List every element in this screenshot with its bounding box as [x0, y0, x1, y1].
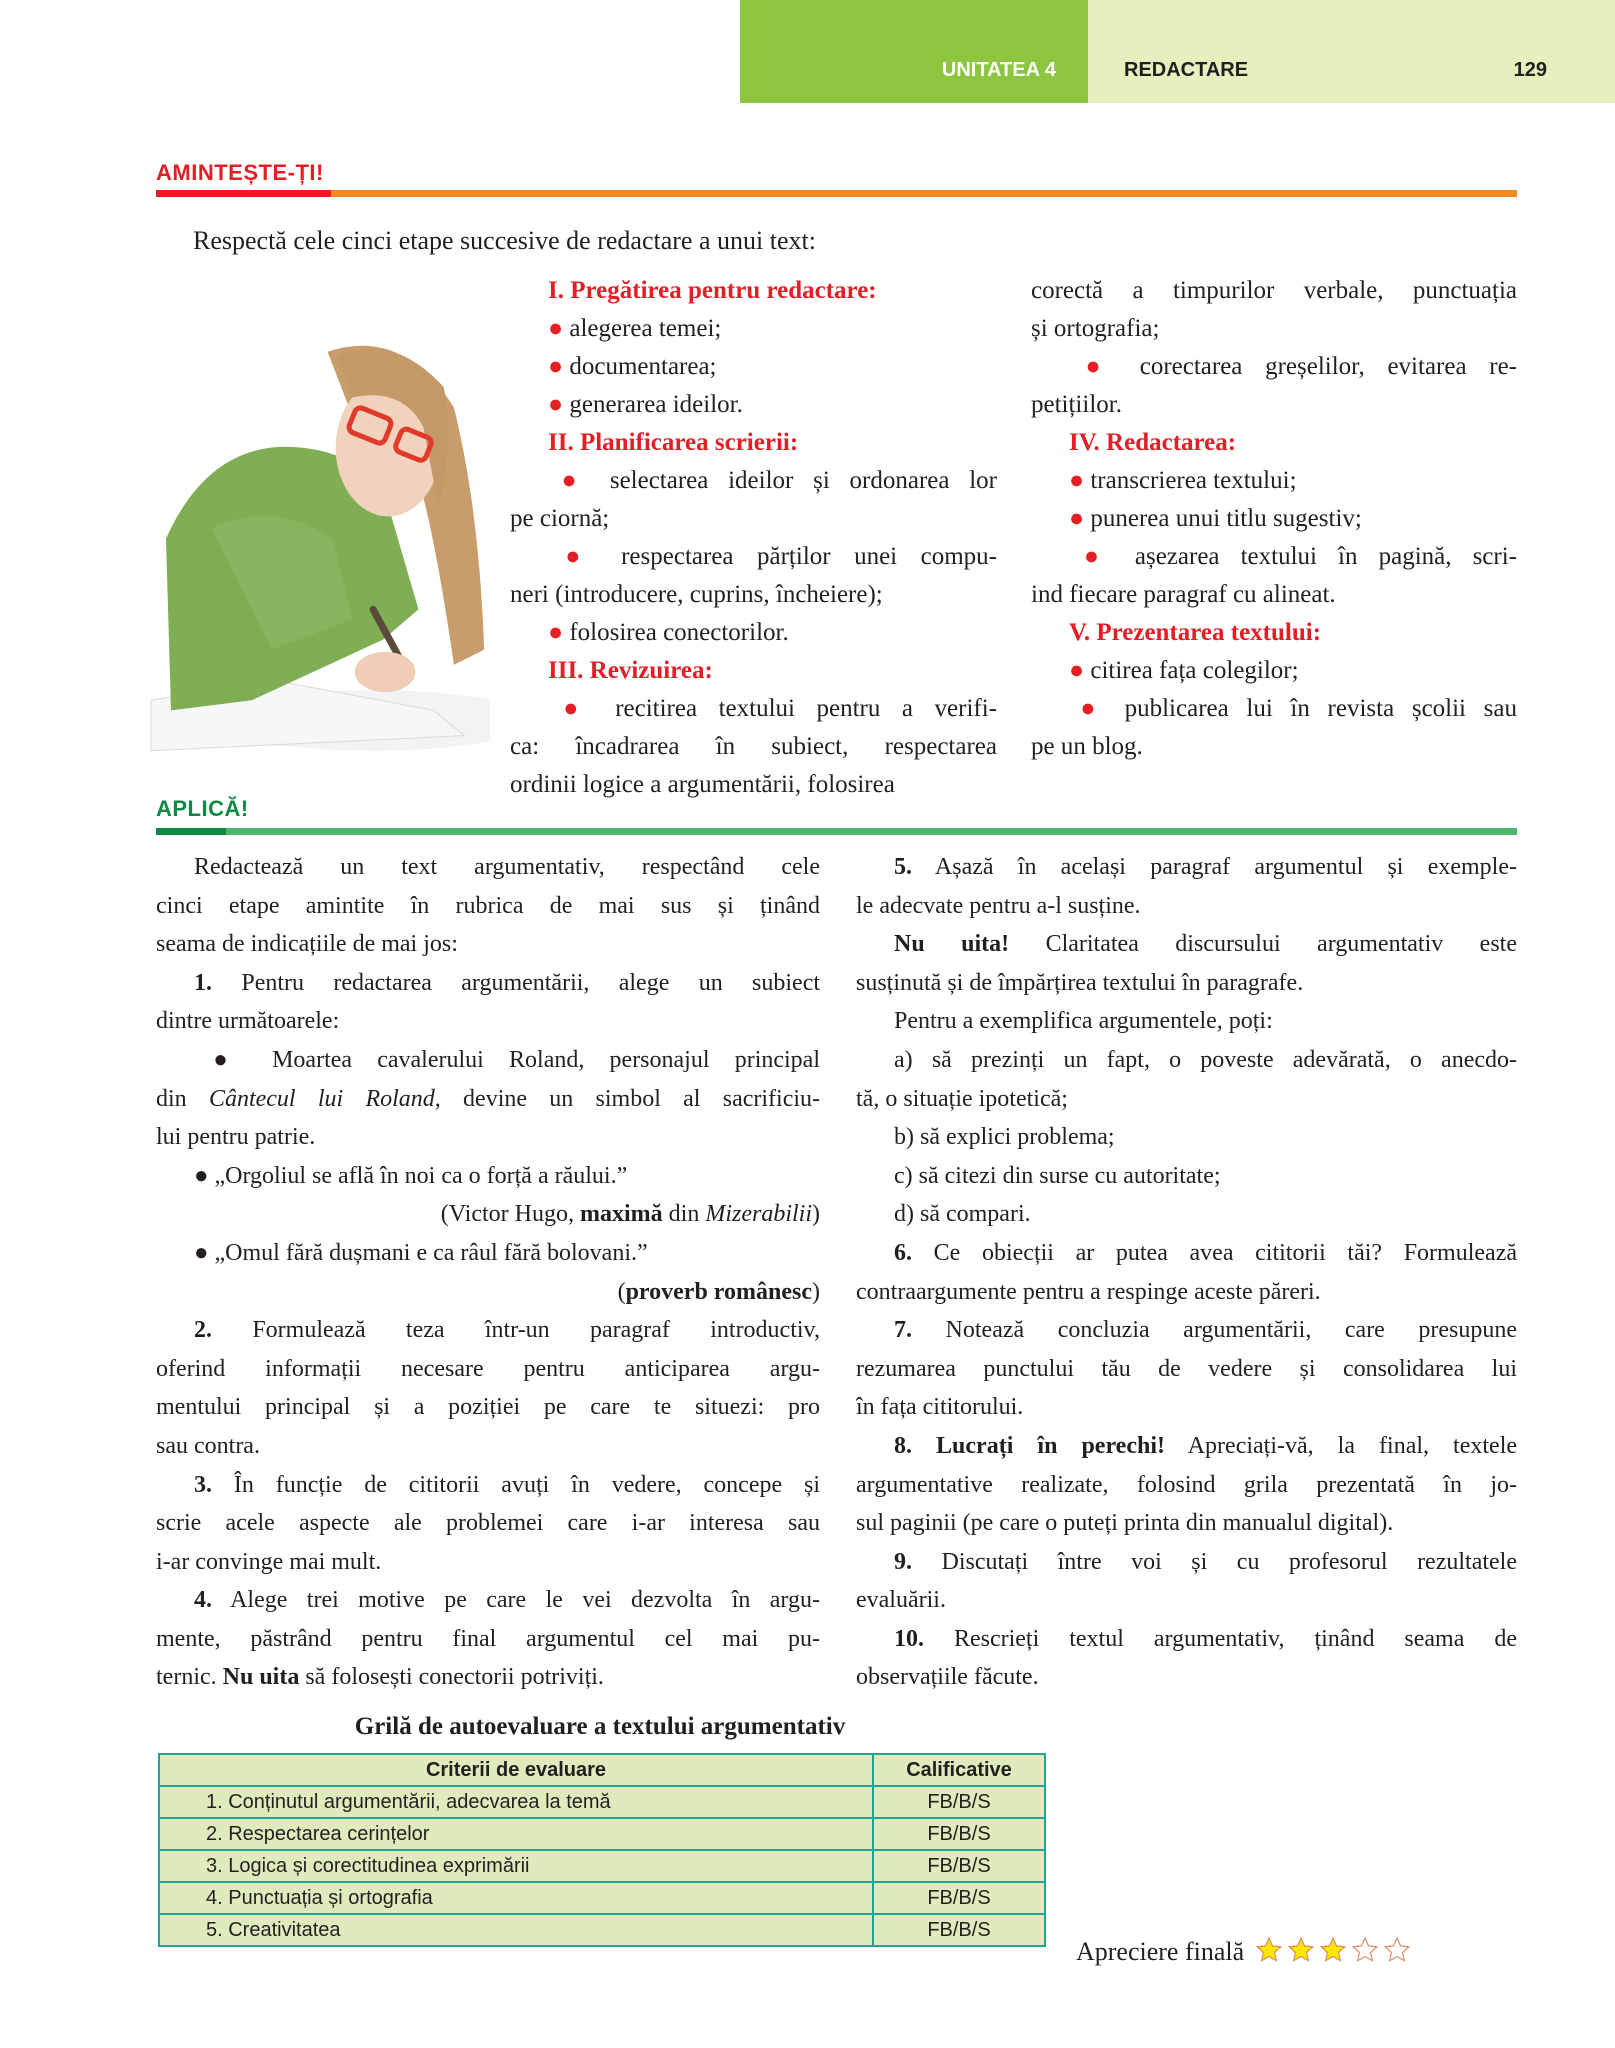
item-3: 3. În funcție de cititorii avuți în vedere, concepe și [194, 1471, 820, 1498]
stage-bullet: ● documentarea; [548, 353, 717, 380]
unit-label: UNITATEA 4 [941, 59, 1056, 81]
item-1: 1. Pentru redactarea argumentării, alege un subiect [194, 969, 820, 996]
self-evaluation-grid [158, 1753, 1046, 1947]
star-filled-icon[interactable] [1255, 1936, 1283, 1964]
stage-bullet: ● publicarea lui în revista școlii sau [1069, 695, 1517, 722]
apply-title: APLICĂ! [156, 796, 249, 821]
stage-continuation: și ortografia; [1031, 315, 1160, 342]
bullet-icon: ● [1069, 505, 1085, 532]
bullet-icon: ● [548, 353, 564, 380]
grid-row [159, 1914, 1045, 1946]
bullet-icon: ● [548, 695, 594, 722]
bullet-icon: ● [548, 467, 591, 494]
stage-continuation: petițiilor. [1031, 391, 1122, 418]
remember-bar-accent [156, 190, 331, 197]
example-c: c) să citezi din surse cu autoritate; [894, 1162, 1221, 1189]
remember-bar [331, 190, 1517, 197]
final-rating-label: Apreciere finală [1076, 1937, 1245, 1966]
bullet-icon: ● [1069, 657, 1085, 684]
stage-bullet: ● citirea fața colegilor; [1069, 657, 1299, 684]
star-empty-icon[interactable] [1383, 1936, 1411, 1964]
stage-bullet: ● transcrierea textului; [1069, 467, 1297, 494]
stage-bullet: ● selectarea ideilor și ordonarea lor [548, 467, 997, 494]
option-roland: ● Moartea cavalerului Roland, personajul principal [194, 1046, 820, 1073]
stage-heading: V. Prezentarea textului: [1069, 619, 1322, 646]
intro-line: seama de indicațiile de mai jos: [156, 931, 458, 958]
apply-bar-accent [156, 828, 226, 835]
stage-continuation: neri (introducere, cuprins, încheiere); [510, 581, 883, 608]
star-filled-icon[interactable] [1287, 1936, 1315, 1964]
stage-bullet: ● punerea unui titlu sugestiv; [1069, 505, 1362, 532]
criterion-cell: 2. Respectarea cerințelor [159, 1818, 873, 1850]
grid-title: Grilă de autoevaluare a textului argumentativ [354, 1713, 846, 1740]
item-2: 2. Formulează teza într-un paragraf introductiv, [194, 1317, 820, 1344]
grid-row [159, 1882, 1045, 1914]
bullet-icon: ● [548, 391, 564, 418]
apply-left-column: Redactează un text argumentativ, respectând cele cinci etape amintite în rubrica de mai sus și ținând seama de indicațiile de mai jos: 1. Pentru redactarea argumentării, alege un subiect dintre următoarele: ● Moartea cavalerului Roland, personajul principal din Cântecul lui Roland, devine un simbol al sacrificiu- lui pentru patrie. ● „Orgoliul se află în noi ca o forță a răului.” (Victor Hugo, maximă din Mizerabilii) ● „Omul fără dușmani e ca râul fără bolovani.” (proverb românesc) 2. Formulează teza într-un paragraf introductiv, oferind informații necesare pentru anticiparea argu- mentului principal și a poziției pe care te situezi: pro sau contra. 3. În funcție de cititorii avuți în vedere, concepe și scrie acele aspecte ale problemei care i-ar interesa sau i-ar convinge mai mult. 4. Alege trei motive pe care le vei dezvolta în argu- mente, păstrând pentru final argumentul cel mai pu- ternic. Nu uita să folosești conectorii potriviți. [156, 848, 820, 1698]
note: Nu uita! Claritatea discursului argumentativ este [894, 931, 1517, 958]
bullet-icon: ● [1069, 695, 1107, 722]
header-grades: Calificative [873, 1754, 1045, 1786]
stage-bullet: ● respectarea părților unei compu- [548, 543, 997, 570]
grade-cell: FB/B/S [873, 1914, 1045, 1946]
stage-continuation: corectă a timpurilor verbale, punctuația [1031, 277, 1517, 304]
grade-cell: FB/B/S [873, 1786, 1045, 1818]
page-number: 129 [1513, 59, 1547, 81]
star-filled-icon[interactable] [1319, 1936, 1347, 1964]
header-criteria: Criterii de evaluare [159, 1754, 873, 1786]
final-rating [1076, 1935, 1411, 1969]
option-proverb: ● „Omul fără dușmani e ca râul fără bolovani.” [194, 1239, 648, 1266]
item-5: 5. Așază în același paragraf argumentul și exemple- [894, 854, 1517, 880]
stage-bullet: ● așezarea textului în pagină, scri- [1069, 543, 1517, 570]
item-10: 10. Rescrieți textul argumentativ, ținând seama de [894, 1625, 1517, 1652]
item-6: 6. Ce obiecții ar putea avea cititorii tăi? Formulează [894, 1239, 1517, 1266]
bullet-icon: ● [1069, 467, 1085, 494]
example-a: a) să prezinți un fapt, o poveste adevărată, o anecdo- [894, 1046, 1517, 1073]
example-b: b) să explici problema; [894, 1124, 1115, 1151]
grid-row [159, 1850, 1045, 1882]
grade-cell: FB/B/S [873, 1850, 1045, 1882]
grade-cell: FB/B/S [873, 1818, 1045, 1850]
chapter-band [1088, 0, 1615, 103]
stage-continuation: pe un blog. [1031, 733, 1143, 760]
stage-heading: II. Planificarea scrierii: [548, 429, 799, 456]
examples-intro: Pentru a exemplifica argumentele, poți: [894, 1008, 1273, 1035]
remember-stages-column-2 [1031, 272, 1517, 766]
girl-writing-photo [150, 276, 490, 776]
stage-continuation: ordinii logice a argumentării, folosirea [510, 771, 895, 798]
stage-heading: IV. Redactarea: [1069, 429, 1237, 456]
intro-line: Redactează un text argumentativ, respectând cele [194, 854, 820, 880]
grade-cell: FB/B/S [873, 1882, 1045, 1914]
star-rating [1251, 1937, 1411, 1966]
criterion-cell: 1. Conținutul argumentării, adecvarea la temă [159, 1786, 873, 1818]
bullet-icon: ● [548, 543, 598, 570]
stage-bullet: ● corectarea greșelilor, evitarea re- [1069, 353, 1517, 380]
stage-bullet: ● recitirea textului pentru a verifi- [548, 695, 997, 722]
bullet-icon: ● [548, 315, 564, 342]
remember-intro: Respectă cele cinci etape succesive de redactare a unui text: [193, 226, 816, 255]
option-hugo-source: (Victor Hugo, maximă din Mizerabilii) [440, 1201, 820, 1228]
item-8: 8. Lucrați în perechi! Apreciați-vă, la final, textele [894, 1432, 1517, 1459]
apply-bar [226, 828, 1517, 835]
criterion-cell: 5. Creativitatea [159, 1914, 873, 1946]
unit-band [740, 0, 1088, 103]
item-4: 4. Alege trei motive pe care le vei dezvolta în argu- [194, 1587, 820, 1614]
stage-bullet: ● generarea ideilor. [548, 391, 743, 418]
example-d: d) să compari. [894, 1201, 1031, 1228]
apply-right-column: 5. Așază în același paragraf argumentul și exemple- le adecvate pentru a-l susține. Nu uita! Claritatea discursului argumentativ este susținută și de împărțirea textului în paragrafe. Pentru a exemplifica argumentele, poți: a) să prezinți un fapt, o poveste adevărată, o anecdo- tă, o situație ipotetică; b) să explici problema; c) să citezi din surse cu autoritate; d) să compari. 6. Ce obiecții ar putea avea cititorii tăi? Formulează contraargumente pentru a respinge aceste păreri. 7. Notează concluzia argumentării, care presupune rezumarea punctului tău de vedere și consolidarea lui în fața cititorului. 8. Lucrați în perechi! Apreciați-vă, la final, textele argumentative realizate, folosind grila prezentată în jo- sul paginii (pe care o puteți printa din manualul digital). 9. Discutați între voi și cu profesorul rezultatele evaluării. 10. Rescrieți textul argumentativ, ținând seama de observațiile făcute. [856, 848, 1517, 1698]
grid-row [159, 1818, 1045, 1850]
remember-stages-column-1 [510, 272, 997, 804]
bullet-icon: ● [1069, 543, 1114, 570]
item-7: 7. Notează concluzia argumentării, care presupune [894, 1317, 1517, 1344]
item-9: 9. Discutați între voi și cu profesorul rezultatele [894, 1548, 1517, 1575]
star-empty-icon[interactable] [1351, 1936, 1379, 1964]
chapter-title: REDACTARE [1124, 59, 1249, 81]
stage-heading: III. Revizuirea: [548, 657, 713, 684]
criterion-cell: 4. Punctuația și ortografia [159, 1882, 873, 1914]
grid-row [159, 1786, 1045, 1818]
remember-title: AMINTEȘTE-ȚI! [156, 160, 324, 185]
stage-heading: I. Pregătirea pentru redactare: [548, 277, 877, 304]
stage-bullet: ● folosirea conectorilor. [548, 619, 789, 646]
stage-bullet: ● alegerea temei; [548, 315, 722, 342]
option-hugo: ● „Orgoliul se află în noi ca o forță a răului.” [194, 1162, 628, 1189]
criterion-cell: 3. Logica și corectitudinea exprimării [159, 1850, 873, 1882]
stage-continuation: pe ciornă; [510, 505, 610, 532]
bullet-icon: ● [1069, 353, 1118, 380]
bullet-icon: ● [548, 619, 564, 646]
stage-continuation: ca: încadrarea în subiect, respectarea [510, 733, 997, 760]
option-proverb-source: (proverb românesc) [617, 1278, 820, 1305]
stage-continuation: ind fiecare paragraf cu alineat. [1031, 581, 1336, 608]
intro-line: cinci etape amintite în rubrica de mai sus și ținând [156, 892, 820, 919]
